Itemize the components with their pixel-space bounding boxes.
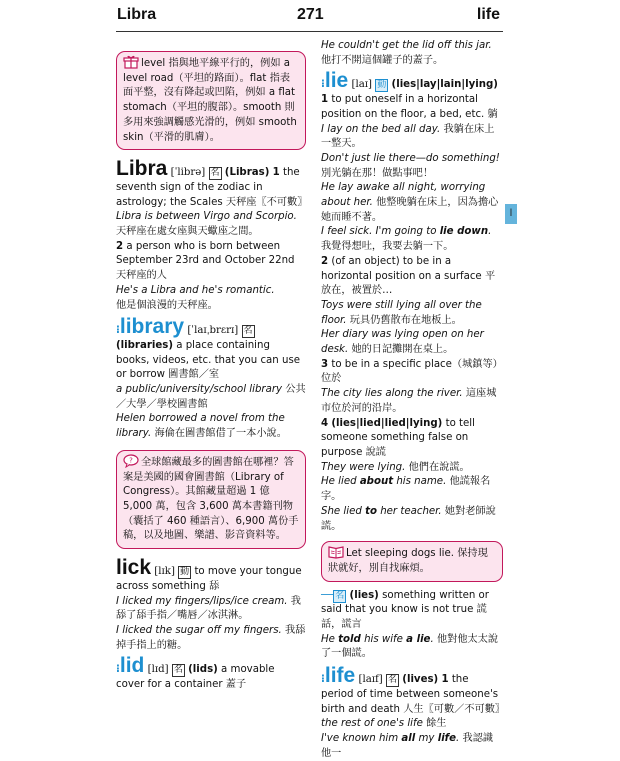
pos-tag: 動 <box>180 567 190 578</box>
column-right <box>321 39 506 761</box>
dash: ── <box>321 589 334 601</box>
pos-tag: 名 <box>335 590 345 601</box>
header-rule <box>116 31 503 32</box>
definition: something written or said that you know is not true 謊話，謊言 <box>321 589 489 631</box>
example: Her diary was lying open on her desk. <box>321 329 484 356</box>
definition: a movable cover for a container 蓋子 <box>116 664 275 691</box>
example: He's a Libra and he's romantic. <box>116 284 275 296</box>
key-word-marker-icon: ⁝ <box>116 325 120 337</box>
entry-library <box>116 316 306 442</box>
entry-lick <box>116 557 306 653</box>
pos-tag: 名 <box>173 665 183 676</box>
key-word-marker-icon: ⁝ <box>321 674 325 686</box>
example-translation: 我躺在床上一整天。 <box>321 123 495 150</box>
usage-note-level <box>116 51 306 150</box>
example: the rest of one's life <box>321 718 423 730</box>
verb-forms: (lies|lay|lain|lying) <box>391 79 498 91</box>
example: I licked the sugar off my fingers. <box>116 624 282 636</box>
definition: a person who is born between September 23rd and October 22nd 天秤座的人 <box>116 240 295 282</box>
definition: (of an object) to be in a horizontal position on a surface 平放在，被置於… <box>321 255 496 297</box>
sense-number: 2 <box>321 255 329 267</box>
example: Don't just lie there—do something! <box>321 152 500 164</box>
plural: (Libras) <box>224 167 270 179</box>
example-translation: 餘生 <box>426 718 447 730</box>
sense-number: 3 <box>321 358 329 370</box>
guide-word-right: life <box>476 6 500 23</box>
example-translation: 他是個浪漫的天秤座。 <box>116 299 218 311</box>
definition: a place containing books, videos, etc. that you can use or borrow 圖書館／室 <box>116 339 301 381</box>
pos-tag: 名 <box>243 326 253 337</box>
example-translation: 玩具仍舊散布在地板上。 <box>349 314 462 326</box>
example-translation: 他們在說謊。 <box>408 461 470 473</box>
example: The city lies along the river. <box>321 388 463 400</box>
entry-lid <box>116 655 306 692</box>
headword-lie: lie <box>324 69 349 93</box>
pos-tag: 名 <box>388 675 398 686</box>
example: I've known him all my life. <box>321 732 460 744</box>
example: He told his wife a lie. <box>321 633 434 645</box>
entry-life <box>321 664 506 761</box>
example: Helen borrowed a novel from the library. <box>116 413 285 440</box>
speech-bubble-icon <box>123 454 139 468</box>
example: Libra is between Virgo and Scorpio. <box>116 211 297 223</box>
plural: (lives) <box>402 674 439 686</box>
headword-lid: lid <box>119 654 145 678</box>
definition: the seventh sign of the zodiac in astrology; the Scales 天秤座〖不可數〗 <box>116 167 308 208</box>
example: He lied about his name. <box>321 476 447 488</box>
definition: to tell someone something false on purpose 說謊 <box>321 417 475 458</box>
example-translation: 海倫在圖書館借了一本小說。 <box>154 428 287 440</box>
example-translation: 他謊報名字。 <box>321 476 491 503</box>
example-translation: 我認識他一 <box>321 732 494 759</box>
example-translation: 他打不開這個罐子的蓋子。 <box>321 54 444 66</box>
svg-text:?: ? <box>129 456 133 465</box>
example: Toys were still lying all over the floor. <box>321 299 482 326</box>
example: They were lying. <box>321 461 406 473</box>
pron-life: [laɪf] <box>358 674 383 686</box>
definition: the period of time between someone's birth and death 人生〖可數／不可數〗 <box>321 674 506 715</box>
headword-library: library <box>119 315 185 339</box>
pos-tag: 動 <box>377 80 387 91</box>
column-left <box>116 39 306 693</box>
plural: (lids) <box>188 664 218 676</box>
sense-number: 1 <box>441 674 449 686</box>
example-translation: 她對老師說謊。 <box>321 505 496 532</box>
sense-number: 1 <box>272 167 280 179</box>
example-translation: 她的日記攤開在桌上。 <box>351 344 454 356</box>
example-translation: 這座城市位於河的沿岸。 <box>321 388 497 414</box>
book-icon <box>328 545 344 559</box>
example-translation: 他整晚躺在床上，因為擔心她而睡不著。 <box>321 197 499 223</box>
verb-forms: (lies|lied|lied|lying) <box>331 417 443 429</box>
pron-lick: [lɪk] <box>154 566 175 578</box>
culture-note-text: 全球館藏最多的圖書館在哪裡？答案是美國的國會圖書館（Library of Congress）。其館藏量超過 1 億 5,000 萬，包含 3,600 萬本書籍刊物（囊括了 460 種語言）、6,900 萬份手稿，以及地圖、樂譜、影音資料等。 <box>123 456 299 542</box>
pron-lie: [laɪ] <box>351 79 373 91</box>
example-translation: 他對他太太說了一個謊。 <box>321 633 499 660</box>
example: I licked my fingers/lips/ice cream. <box>116 595 288 607</box>
definition: to put oneself in a horizontal position on the floor, a bed, etc. 躺 <box>321 94 498 120</box>
example: I feel sick. I'm going to lie down. <box>321 226 492 238</box>
example: He couldn't get the lid off this jar. <box>321 40 492 51</box>
usage-note-level-text: level 指與地平線平行的，例如 a level road（平坦的路面）。flat 指表面平整，沒有降起或凹陷，例如 a flat stomach（平坦的腹部）。smooth 則多用來強調觸感光滑的，例如 smooth skin（平滑的肌膚）。 <box>123 58 297 143</box>
thumb-index-tab[interactable]: l <box>505 204 517 224</box>
headword-lick: lick <box>116 556 152 580</box>
example-translation: 公共／大學／學校圖書館 <box>116 384 306 410</box>
pron-libra: [ˈlibrə] <box>170 167 206 179</box>
page-number: 271 <box>297 6 324 23</box>
example-translation: 我舔掉手指上的糖。 <box>116 624 306 651</box>
sense-number: 1 <box>321 94 329 106</box>
entry-libra <box>116 158 306 313</box>
pron-library: [ˈlaɪˌbrɛrɪ] <box>187 325 239 337</box>
proverb-box <box>321 541 503 581</box>
example: She lied to her teacher. <box>321 505 442 517</box>
gift-icon <box>123 55 139 69</box>
headword-libra: Libra <box>116 157 168 181</box>
culture-note-library <box>116 450 306 549</box>
pos-tag: 名 <box>210 168 220 179</box>
example-translation: 我覺得想吐，我要去躺一下。 <box>321 241 454 253</box>
key-word-marker-icon: ⁝ <box>116 664 120 676</box>
definition: to be in a specific place（城鎮等）位於 <box>321 358 503 385</box>
plural: (libraries) <box>116 339 173 351</box>
example-translation: 我舔了舔手指／嘴唇／冰淇淋。 <box>116 595 301 622</box>
example-translation: 天秤座在處女座與天蠍座之間。 <box>116 226 259 238</box>
example: I lay on the bed all day. <box>321 123 441 135</box>
sense-number: 4 <box>321 417 329 429</box>
headword-life: life <box>324 664 356 688</box>
key-word-marker-icon: ⁝ <box>321 79 325 91</box>
sense-number: 2 <box>116 240 124 252</box>
definition: to move your tongue across something 舔 <box>116 566 302 592</box>
entry-lie <box>321 70 503 534</box>
pron-lid: [lɪd] <box>147 664 169 676</box>
example: He lay awake all night, worrying about her. <box>321 182 486 209</box>
entry-lie-noun <box>321 589 503 663</box>
proverb-text: Let sleeping dogs lie. 保持現狀就好，別自找麻煩。 <box>328 548 488 574</box>
example-translation: 別光躺在那！做點事吧！ <box>321 167 434 179</box>
guide-word-left: Libra <box>117 6 157 23</box>
plural: (lies) <box>349 589 379 601</box>
example: a public/university/school library <box>116 384 283 396</box>
